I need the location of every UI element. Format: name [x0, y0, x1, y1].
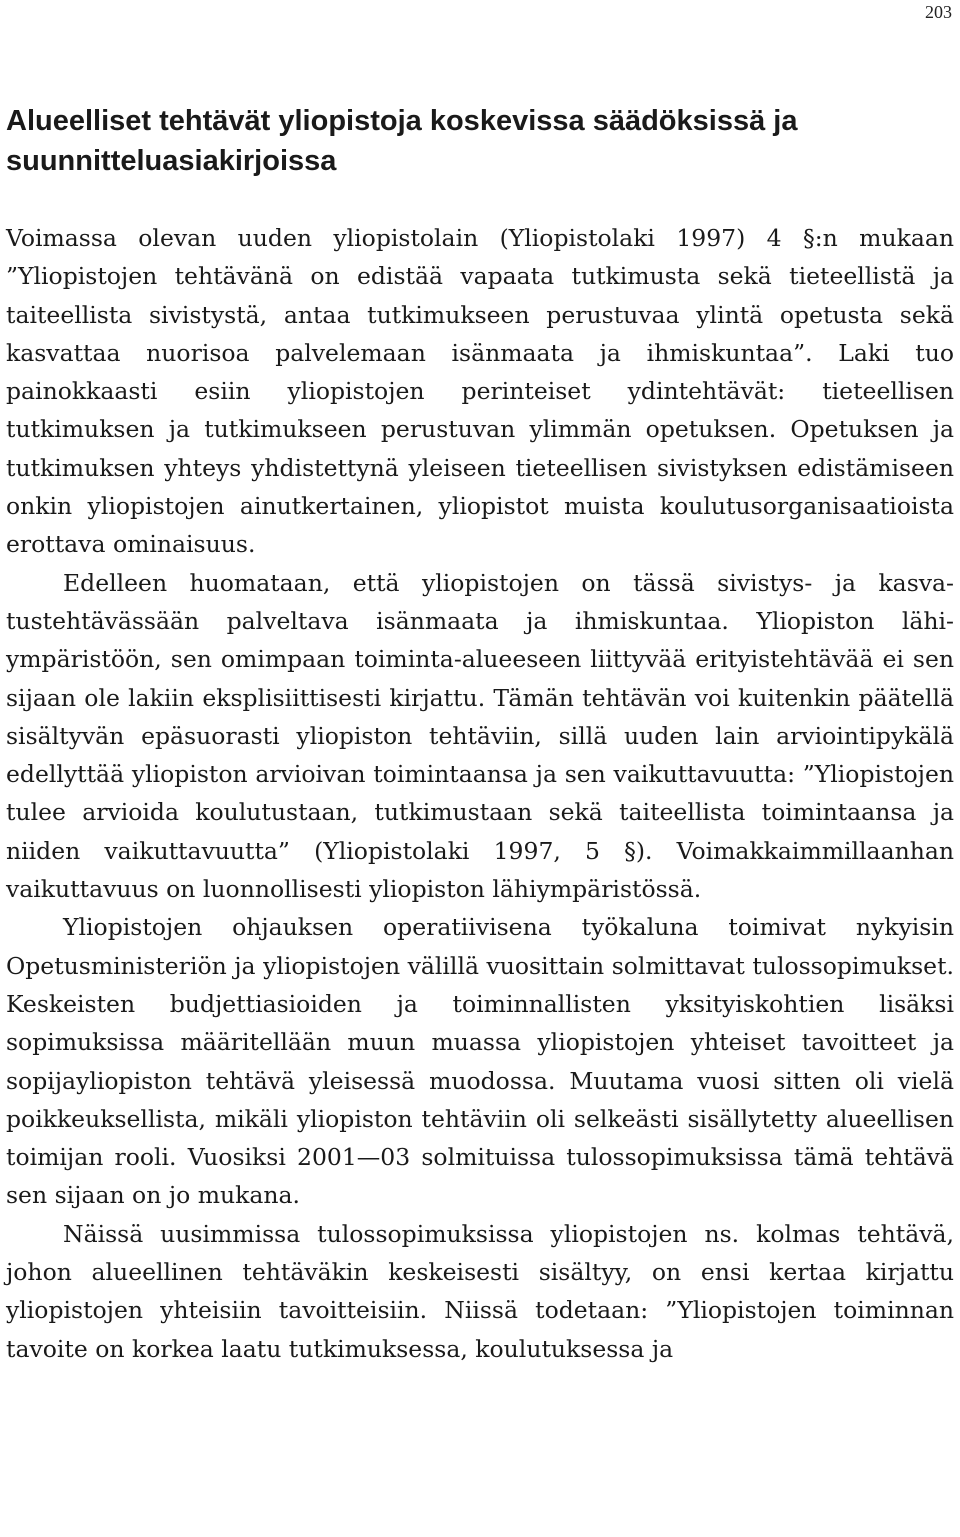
body-text: [6, 219, 954, 1368]
page-number: 203: [925, 2, 952, 22]
paragraph-1: Voimassa olevan uuden yliopistolain (Yliopistolaki 1997) 4 §:n mukaan ”Yliopistojen tehtävänä on edistää vapaata tutkimusta sekä tieteellistä ja taiteellista sivistystä, antaa tutkimukseen perustuvaa ylintä opetusta sekä kasvattaa nuorisoa palvelemaan isänmaata ja ihmiskuntaa”. Laki tuo painokkaasti esiin yliopistojen perinteiset ydintehtävät: tieteellisen tutkimuksen ja tutkimukseen perustuvan ylimmän opetuksen. Opetuksen ja tutkimuksen yhteys yhdistettynä yleiseen tieteellisen sivistyksen edistämiseen onkin yliopistojen ainutkertainen, yliopistot muista koulutusorganisaatioista erottava ominaisuus.: [6, 224, 954, 559]
paragraph-2: Edelleen huomataan, että yliopistojen on tässä sivistys- ja kasvatustehtävässään palveltava isänmaata ja ihmiskuntaa. Yliopiston lähiympäristöön, sen omimpaan toiminta-alueeseen liittyvää erityistehtävää ei sen sijaan ole lakiin eksplisiittisesti kirjattu. Tämän tehtävän voi kuitenkin päätellä sisältyvän epäsuorasti yliopiston tehtäviin, sillä uuden lain arviointipykälä edellyttää yliopiston arvioivan toimintaansa ja sen vaikuttavuutta: ”Yliopistojen tulee arvioida koulutustaan, tutkimustaan sekä taiteellista toimintaansa ja niiden vaikuttavuutta” (Yliopistolaki 1997, 5 §). Voimakkaimmillaanhan vaikuttavuus on luonnollisesti yliopiston lähiympäristössä.: [6, 568, 954, 904]
paragraph-3: Yliopistojen ohjauksen operatiivisena työkaluna toimivat nykyisin Opetusministeriön ja yliopistojen välillä vuosittain solmittavat tulossopimukset. Keskeisten budjettiasioiden ja toiminnallisten yksityiskohtien lisäksi sopimuksissa määritellään muun muassa yliopistojen yhteiset tavoitteet ja sopijayliopiston tehtävä yleisessä muodossa. Muutama vuosi sitten oli vielä poikkeuksellista, mikäli yliopiston tehtäviin oli selkeästi sisällytetty alueellisen toimijan rooli. Vuosiksi 2001—03 solmituissa tulossopimuksissa tämä tehtävä sen sijaan on jo mukana.: [6, 913, 954, 1210]
section-heading: Alueelliset tehtävät yliopistoja koskevissa säädöksissä ja suunnitteluasiakirjoissa: [6, 105, 798, 177]
paragraph-4: Näissä uusimmissa tulossopimuksissa yliopistojen ns. kolmas tehtävä, johon alueellinen tehtäväkin keskeisesti sisältyy, on ensi kertaa kirjattu yliopistojen yhteisiin tavoitteisiin. Niissä todetaan: ”Yliopistojen toiminnan tavoite on korkea laatu tutkimuksessa, koulutuksessa ja: [6, 1219, 954, 1363]
